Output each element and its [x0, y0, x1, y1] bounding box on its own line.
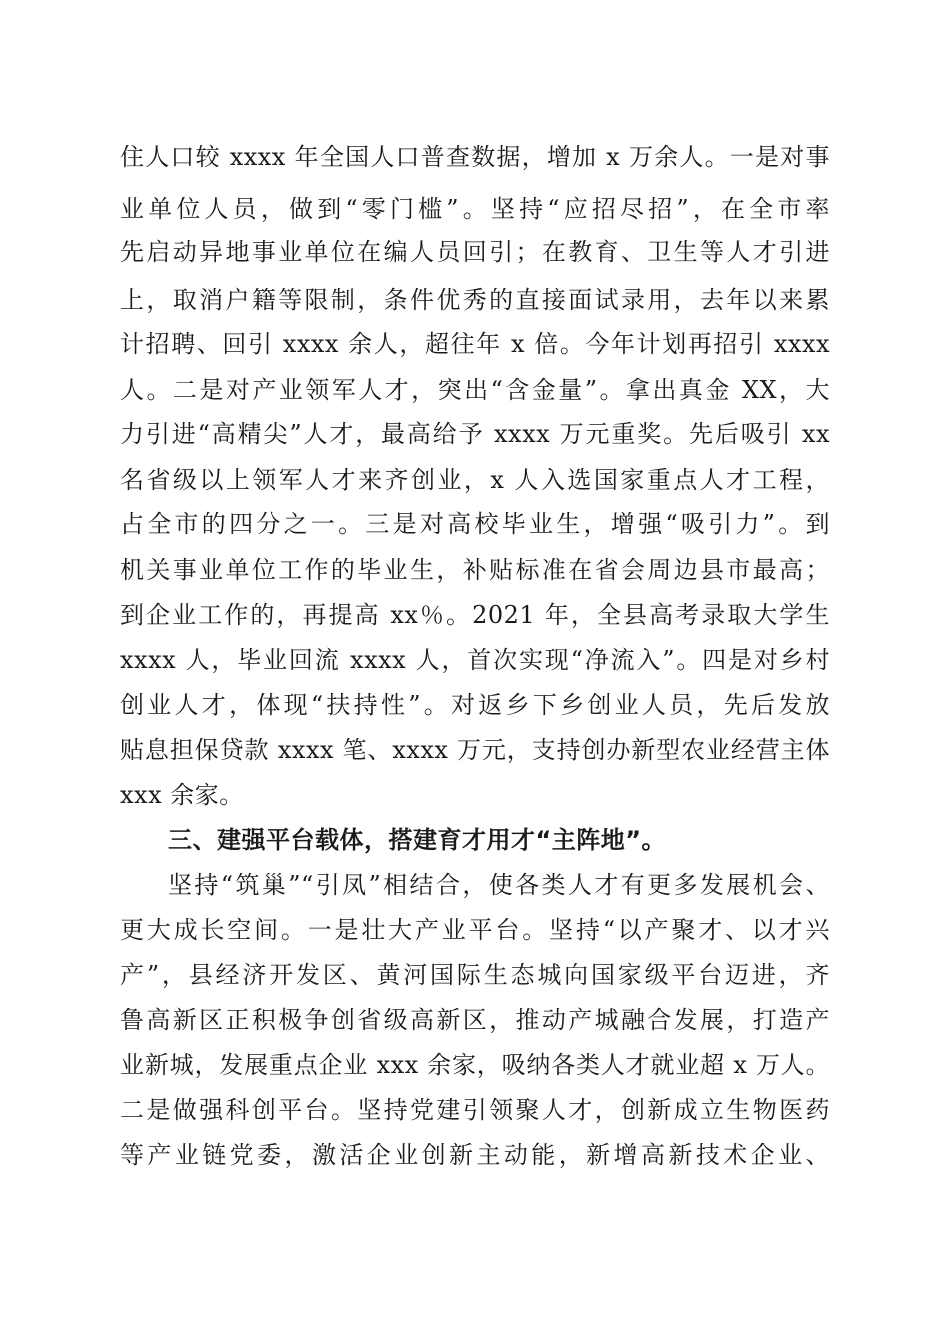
body-text-line: xxx 余家。 [120, 781, 244, 809]
body-text-line: 产”，县经济开发区、黄河国际生态城向国家级平台迈进，齐 [120, 961, 830, 989]
body-text-line: 名省级以上领军人才来齐创业，x 人入选国家重点人才工程， [120, 466, 830, 494]
body-text-line: 人。二是对产业领军人才，突出“含金量”。拿出真金 XX，大 [120, 376, 830, 404]
body-text-line: 鲁高新区正积极争创省级高新区，推动产城融合发展，打造产 [120, 1006, 830, 1034]
body-text-line: 创业人才，体现“扶持性”。对返乡下乡创业人员，先后发放 [120, 691, 830, 719]
body-text-line: 先启动异地事业单位在编人员回引；在教育、卫生等人才引进 [120, 238, 830, 266]
body-text-line: 二是做强科创平台。坚持党建引领聚人才，创新成立生物医药 [120, 1096, 830, 1124]
body-text-line: 业新城，发展重点企业 xxx 余家，吸纳各类人才就业超 x 万人。 [120, 1051, 830, 1079]
body-text-line: 占全市的四分之一。三是对高校毕业生，增强“吸引力”。到 [120, 510, 830, 538]
body-text-line: 力引进“高精尖”人才，最高给予 xxxx 万元重奖。先后吸引 xx [120, 420, 830, 448]
body-text-line: 业单位人员，做到“零门槛”。坚持“应招尽招”，在全市率 [120, 195, 830, 223]
section-heading: 三、建强平台载体，搭建育才用才“主阵地”。 [168, 826, 667, 854]
body-text-line: 上，取消户籍等限制，条件优秀的直接面试录用，去年以来累 [120, 286, 830, 314]
body-text-line: 贴息担保贷款 xxxx 笔、xxxx 万元，支持创办新型农业经营主体 [120, 736, 830, 764]
body-text-line: 住人口较 xxxx 年全国人口普查数据，增加 x 万余人。一是对事 [120, 143, 830, 171]
body-text-line: 坚持“筑巢”“引凤”相结合，使各类人才有更多发展机会、 [168, 871, 830, 899]
body-text-line: 更大成长空间。一是壮大产业平台。坚持“以产聚才、以才兴 [120, 916, 830, 944]
body-text-line: 计招聘、回引 xxxx 余人，超往年 x 倍。今年计划再招引 xxxx [120, 330, 830, 358]
body-text-line: 等产业链党委，激活企业创新主动能，新增高新技术企业、 [120, 1141, 830, 1169]
body-text-line: xxxx 人，毕业回流 xxxx 人，首次实现“净流入”。四是对乡村 [120, 646, 830, 674]
body-text-line: 机关事业单位工作的毕业生，补贴标准在省会周边县市最高； [120, 556, 830, 584]
body-text-line: 到企业工作的，再提高 xx％。2021 年，全县高考录取大学生 [120, 601, 830, 629]
